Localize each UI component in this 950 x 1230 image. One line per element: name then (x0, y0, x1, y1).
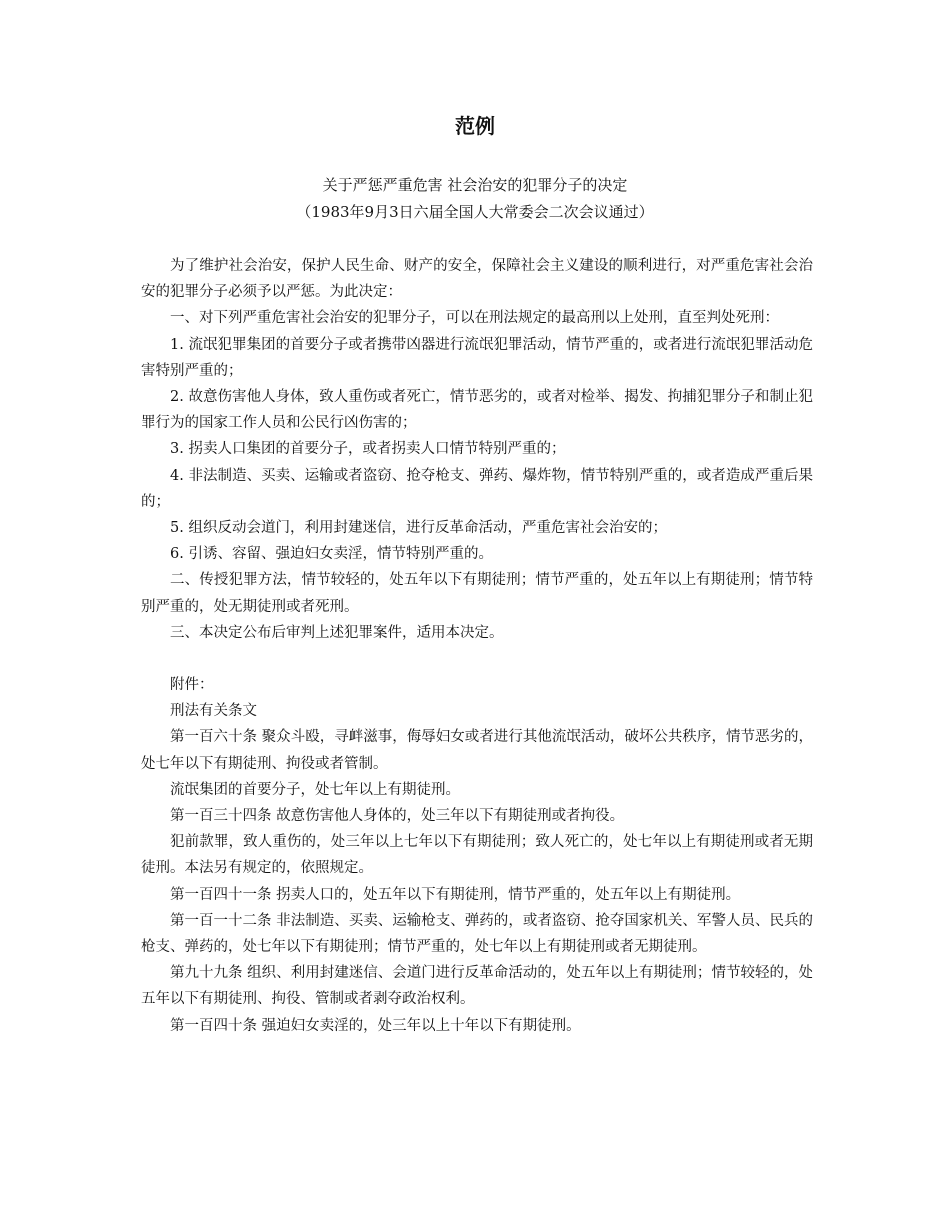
paragraph-item-3: 3. 拐卖人口集团的首要分子，或者拐卖人口情节特别严重的； (170, 441, 566, 458)
document-title: 范例 (455, 114, 495, 138)
paragraph-preamble: 为了维护社会治安，保护人民生命、财产的安全，保障社会主义建设的顺利进行，对严重危害社会治安的犯罪分子必须予以严惩。为此决定： (141, 258, 813, 301)
appendix-article-99: 第九十九条 组织、利用封建迷信、会道门进行反革命活动的，处五年以上有期徒刑；情节较轻的，处五年以下有期徒刑、拘役、管制或者剥夺政治权利。 (141, 965, 813, 1008)
paragraph-article-3: 三、本决定公布后审判上述犯罪案件，适用本决定。 (170, 624, 504, 641)
adoption-note: （1983年9月3日六届全国人大常委会二次会议通过） (296, 203, 654, 221)
paragraph-article-2: 二、传授犯罪方法，情节较轻的，处五年以下有期徒刑；情节严重的，处五年以上有期徒刑；情节特别严重的，处无期徒刑或者死刑。 (141, 572, 813, 615)
appendix-subheading: 刑法有关条文 (170, 703, 257, 720)
paragraph-item-6: 6. 引诱、容留、强迫妇女卖淫，情节特别严重的。 (170, 546, 493, 563)
appendix-article-112: 第一百一十二条 非法制造、买卖、运输枪支、弹药的，或者盗窃、抢夺国家机关、军警人员、民兵的枪支、弹药的，处七年以下有期徒刑；情节严重的，处七年以上有期徒刑或者无期徒刑。 (141, 912, 813, 956)
appendix-article-134-para-2: 犯前款罪，致人重伤的，处三年以上七年以下有期徒刑；致人死亡的，处七年以上有期徒刑或者无期徒刑。本法另有规定的，依照规定。 (141, 834, 813, 877)
section-gap (141, 646, 813, 672)
appendix-article-140: 第一百四十条 强迫妇女卖淫的，处三年以上十年以下有期徒刑。 (170, 1017, 581, 1034)
appendix-article-160: 第一百六十条 聚众斗殴，寻衅滋事，侮辱妇女或者进行其他流氓活动，破坏公共秩序，情节恶劣的，处七年以下有期徒刑、拘役或者管制。 (141, 729, 813, 772)
appendix-article-134: 第一百三十四条 故意伤害他人身体的，处三年以下有期徒刑或者拘役。 (170, 808, 625, 825)
paragraph-item-5: 5. 组织反动会道门，利用封建迷信，进行反革命活动，严重危害社会治安的； (170, 520, 667, 537)
paragraph-item-2: 2. 故意伤害他人身体，致人重伤或者死亡，情节恶劣的，或者对检举、揭发、拘捕犯罪分子和制止犯罪行为的国家工作人员和公民行凶伤害的； (141, 389, 813, 432)
paragraph-article-1: 一、对下列严重危害社会治安的犯罪分子，可以在刑法规定的最高刑以上处刑，直至判处死刑： (170, 310, 779, 327)
appendix-heading: 附件： (170, 677, 214, 694)
paragraph-item-4: 4. 非法制造、买卖、运输或者盗窃、抢夺枪支、弹药、爆炸物，情节特别严重的，或者造成严重后果的； (141, 467, 813, 510)
appendix-article-141: 第一百四十一条 拐卖人口的，处五年以下有期徒刑，情节严重的，处五年以上有期徒刑。 (170, 886, 741, 903)
decision-title: 关于严惩严重危害 社会治安的犯罪分子的决定 (322, 176, 628, 194)
appendix-article-160-para-2: 流氓集团的首要分子，处七年以上有期徒刑。 (170, 781, 460, 798)
paragraph-item-1: 1. 流氓犯罪集团的首要分子或者携带凶器进行流氓犯罪活动，情节严重的，或者进行流氓犯罪活动危害特别严重的； (141, 336, 813, 379)
document-body (141, 253, 813, 1039)
